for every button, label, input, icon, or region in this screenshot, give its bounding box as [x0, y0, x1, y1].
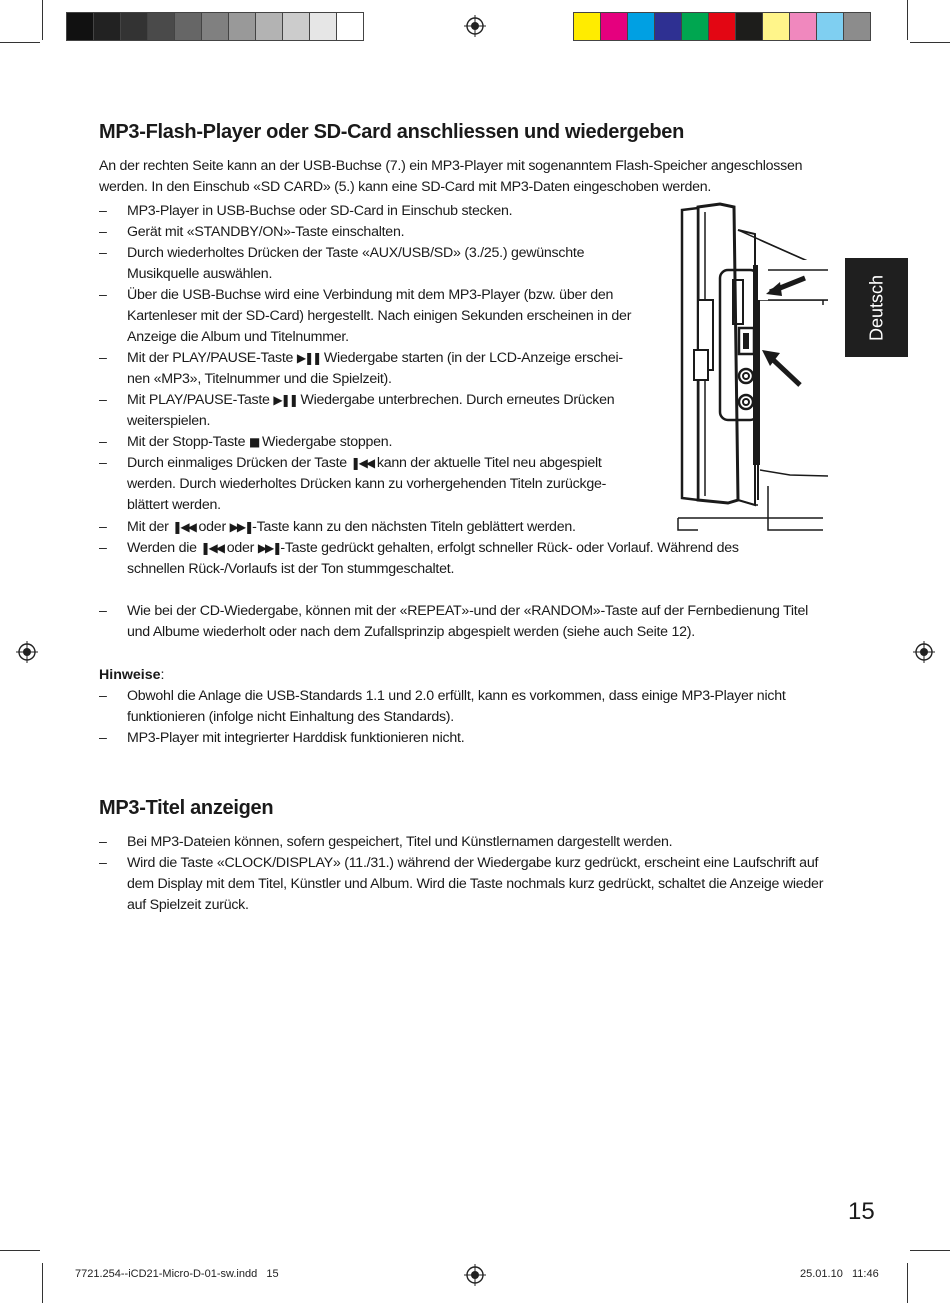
instruction-list: [99, 201, 644, 516]
list-item: – Mit der Stopp-Taste ■ Wiedergabe stoppen.: [99, 434, 393, 450]
section-title: MP3-Titel anzeigen: [99, 797, 274, 819]
color-swatch: [628, 13, 655, 40]
color-calibration-bar: [573, 12, 871, 41]
color-swatch: [763, 13, 790, 40]
list-item: – Durch wiederholtes Drücken der Taste «AUX/USB/SD» (3./25.) gewünschte Musikquelle auswählen.: [99, 245, 585, 282]
list-item: – Werden die ❚◀◀ oder ▶▶❚-Taste gedrückt gehalten, erfolgt schneller Rück- oder Vorlauf. Während des schnellen Rück-/Vorlaufs ist der Ton stummgeschaltet.: [99, 540, 739, 577]
crop-mark: [910, 42, 950, 43]
play-pause-icon: ▶❚❚: [273, 393, 297, 407]
registration-mark-icon: [16, 641, 38, 663]
color-swatch: [202, 13, 229, 40]
list-item: – Bei MP3-Dateien können, sofern gespeichert, Titel und Künstlernamen dargestellt werden.: [99, 834, 673, 850]
footer-timestamp: 25.01.10 11:46: [800, 1268, 879, 1280]
skip-back-icon: ❚◀◀: [200, 541, 224, 555]
skip-back-icon: ❚◀◀: [350, 456, 374, 470]
color-swatch: [736, 13, 763, 40]
color-swatch: [655, 13, 682, 40]
list-item: – Durch einmaliges Drücken der Taste ❚◀◀ kann der aktuelle Titel neu abgespielt werden. Durch wiederholtes Drücken kann zu vorhergehenden Titeln zurückge- blättert werden.: [99, 455, 607, 513]
color-swatch: [67, 13, 94, 40]
color-swatch: [148, 13, 175, 40]
registration-mark-icon: [464, 1264, 486, 1286]
notes-heading: Hinweise:: [99, 667, 165, 683]
device-side-illustration: [640, 200, 828, 535]
color-swatch: [283, 13, 310, 40]
color-swatch: [682, 13, 709, 40]
footer-filename: 7721.254--iCD21-Micro-D-01-sw.indd 15: [75, 1268, 279, 1280]
color-swatch: [256, 13, 283, 40]
list-item: – Mit der ❚◀◀ oder ▶▶❚-Taste kann zu den nächsten Titeln geblättert werden.: [99, 519, 576, 535]
list-item: – Wie bei der CD-Wiedergabe, können mit der «REPEAT»-und der «RANDOM»-Taste auf der Fernbedienung Titel und Albume wiederholt oder nach dem Zufallsprinzip abgespielt werden (siehe auch Seite 12).: [99, 603, 809, 640]
grayscale-calibration-bar: [66, 12, 364, 41]
color-swatch: [229, 13, 256, 40]
crop-mark: [0, 42, 40, 43]
skip-forward-icon: ▶▶❚: [229, 520, 253, 534]
stop-icon: ■: [248, 435, 259, 449]
skip-back-icon: ❚◀◀: [172, 520, 195, 534]
intro-paragraph: An der rechten Seite kann an der USB-Buchse (7.) ein MP3-Player mit sogenanntem Flash-Speicher angeschlossen werden. In den Einschub «SD CARD» (5.) kann eine SD-Card mit MP3-Daten eingeschoben werden.: [99, 158, 803, 195]
color-swatch: [574, 13, 601, 40]
page-number: 15: [848, 1198, 875, 1225]
crop-mark: [42, 1263, 43, 1303]
color-swatch: [817, 13, 844, 40]
list-item: – MP3-Player mit integrierter Harddisk funktionieren nicht.: [99, 730, 465, 746]
list-item: – MP3-Player in USB-Buchse oder SD-Card in Einschub stecken.: [99, 203, 513, 219]
color-swatch: [790, 13, 817, 40]
language-tab: [845, 258, 908, 357]
list-item: – Mit der PLAY/PAUSE-Taste ▶❚❚ Wiedergabe starten (in der LCD-Anzeige erschei- nen «MP3», Titelnummer und die Spielzeit).: [99, 350, 623, 387]
display-list: [99, 832, 829, 916]
repeat-note: [99, 601, 829, 643]
list-item: – Mit PLAY/PAUSE-Taste ▶❚❚ Wiedergabe unterbrechen. Durch erneutes Drücken weiterspielen.: [99, 392, 615, 429]
play-pause-icon: ▶❚❚: [296, 351, 321, 365]
color-swatch: [310, 13, 337, 40]
registration-mark-icon: [464, 15, 486, 37]
list-item: – Obwohl die Anlage die USB-Standards 1.1 und 2.0 erfüllt, kann es vorkommen, dass einige MP3-Player nicht funktionieren (infolge nicht Einhaltung des Standards).: [99, 688, 786, 725]
list-item: – Über die USB-Buchse wird eine Verbindung mit dem MP3-Player (bzw. über den Kartenleser mit der SD-Card) hergestellt. Nach einigen Sekunden erscheinen in der Anzeige die Album und Titelnummer.: [99, 287, 632, 345]
crop-mark: [907, 1263, 908, 1303]
section-title: MP3-Flash-Player oder SD-Card anschliessen und wiedergeben: [99, 121, 684, 143]
crop-mark: [907, 0, 908, 40]
crop-mark: [42, 0, 43, 40]
list-item: – Wird die Taste «CLOCK/DISPLAY» (11./31.) während der Wiedergabe kurz gedrückt, erscheint eine Laufschrift auf dem Display mit dem Titel, Künstler und Album. Wird die Taste nochmals kurz gedrückt, schaltet die Anzeige wieder auf Spielzeit zurück.: [99, 855, 824, 913]
crop-mark: [0, 1250, 40, 1251]
color-swatch: [94, 13, 121, 40]
crop-mark: [910, 1250, 950, 1251]
color-swatch: [601, 13, 628, 40]
color-swatch: [709, 13, 736, 40]
color-swatch: [121, 13, 148, 40]
skip-forward-icon: ▶▶❚: [257, 541, 281, 555]
color-swatch: [175, 13, 202, 40]
list-item: – Gerät mit «STANDBY/ON»-Taste einschalten.: [99, 224, 405, 240]
notes-list: [99, 686, 829, 749]
language-tab-label: Deutsch: [866, 274, 886, 341]
color-swatch: [844, 13, 870, 40]
registration-mark-icon: [913, 641, 935, 663]
color-swatch: [337, 13, 363, 40]
